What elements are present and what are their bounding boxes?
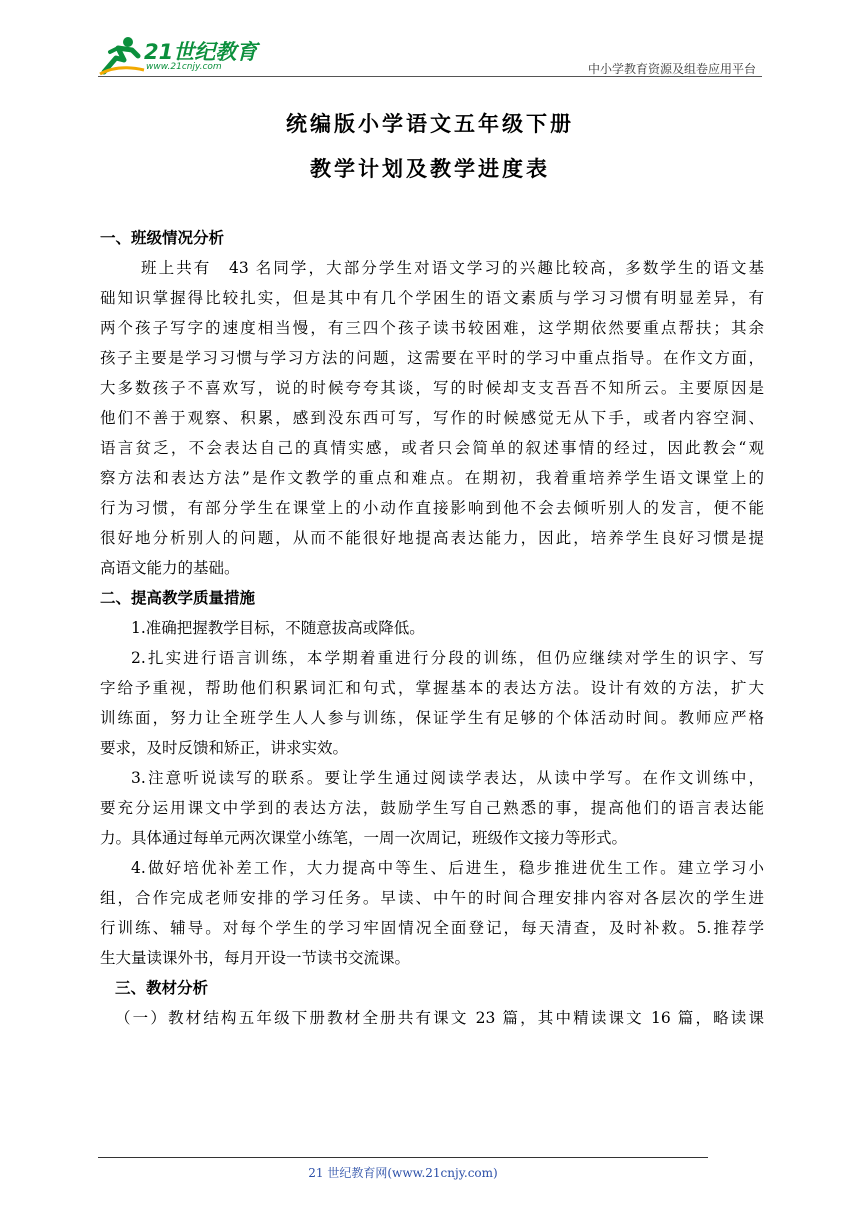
runner-logo-icon — [98, 34, 148, 78]
paragraph-line: 2.扎实进行语言训练，本学期着重进行分段的训练，但仍应继续对学生的识字、写 — [131, 649, 764, 667]
document-subtitle: 教学计划及教学进度表 — [310, 156, 550, 181]
footer-text: 21 世纪教育网(www.21cnjy.com) — [308, 1166, 498, 1180]
paragraph-line: 孩子主要是学习习惯与学习方法的问题，这需要在平时的学习中重点指导。在作文方面， — [100, 349, 764, 367]
paragraph-line: 很好地分析别人的问题，从而不能很好地提高表达能力，因此，培养学生良好习惯是提 — [100, 529, 764, 547]
page-header — [98, 34, 762, 80]
logo-url: www.21cnjy.com — [146, 62, 222, 72]
document-title: 统编版小学语文五年级下册 — [286, 111, 574, 136]
paragraph-line: 字给予重视，帮助他们积累词汇和句式，掌握基本的表达方法。设计有效的方法，扩大 — [100, 679, 764, 697]
document-body — [100, 223, 764, 1033]
header-divider — [98, 76, 762, 77]
paragraph-line: 他们不善于观察、积累，感到没东西可写，写作的时候感觉无从下手，或者内容空洞、 — [100, 409, 764, 427]
paragraph-line: 础知识掌握得比较扎实，但是其中有几个学困生的语文素质与学习习惯有明显差异，有 — [100, 289, 764, 307]
footer-divider — [98, 1157, 708, 1158]
paragraph-line: 行训练、辅导。对每个学生的学习牢固情况全面登记，每天清查，及时补救。5.推荐学 — [100, 919, 764, 937]
paragraph-line: 训练面，努力让全班学生人人参与训练，保证学生有足够的个体活动时间。教师应严格 — [100, 709, 764, 727]
paragraph-line: 组，合作完成老师安排的学习任务。早读、中午的时间合理安排内容对各层次的学生进 — [100, 889, 764, 907]
paragraph-line: 3.注意听说读写的联系。要让学生通过阅读学表达，从读中学写。在作文训练中， — [131, 769, 764, 787]
paragraph-line: 察方法和表达方法”是作文教学的重点和难点。在期初，我着重培养学生语文课堂上的 — [100, 469, 764, 487]
paragraph-line: 要求，及时反馈和矫正，讲求实效。 — [100, 739, 349, 757]
paragraph-line: 行为习惯，有部分学生在课堂上的小动作直接影响到他不会去倾听别人的发言，便不能 — [100, 499, 764, 517]
logo — [98, 34, 268, 78]
paragraph-line: 要充分运用课文中学到的表达方法，鼓励学生写自己熟悉的事，提高他们的语言表达能 — [100, 799, 764, 817]
paragraph-line: （一）教材结构五年级下册教材全册共有课文 23 篇，其中精读课文 16 篇，略读课 — [115, 1009, 764, 1027]
paragraph-line: 力。具体通过每单元两次课堂小练笔，一周一次周记，班级作文接力等形式。 — [100, 829, 628, 847]
paragraph-line: 大多数孩子不喜欢写，说的时候夸夸其谈，写的时候却支支吾吾不知所云。主要原因是 — [100, 379, 764, 397]
paragraph-line: 两个孩子写字的速度相当慢，有三四个孩子读书较困难，这学期依然要重点帮扶；其余 — [100, 319, 764, 337]
paragraph-line: 生大量读课外书，每月开设一节读书交流课。 — [100, 949, 411, 967]
paragraph-line: 高语文能力的基础。 — [100, 559, 240, 577]
platform-label: 中小学教育资源及组卷应用平台 — [587, 62, 756, 76]
paragraph-line: 班上共有 43 名同学，大部分学生对语文学习的兴趣比较高，多数学生的语文基 — [141, 259, 764, 277]
section-heading: 一、班级情况分析 — [100, 228, 225, 247]
paragraph-line: 1.准确把握教学目标，不随意拔高或降低。 — [131, 619, 425, 637]
section-heading: 三、教材分析 — [115, 978, 209, 997]
paragraph-line: 语言贫乏，不会表达自己的真情实感，或者只会简单的叙述事情的经过，因此教会“观 — [100, 439, 764, 457]
logo-text: 21世纪教育 — [144, 40, 258, 64]
section-heading: 二、提高教学质量措施 — [100, 588, 256, 607]
paragraph-line: 4.做好培优补差工作，大力提高中等生、后进生，稳步推进优生工作。建立学习小 — [131, 859, 764, 877]
